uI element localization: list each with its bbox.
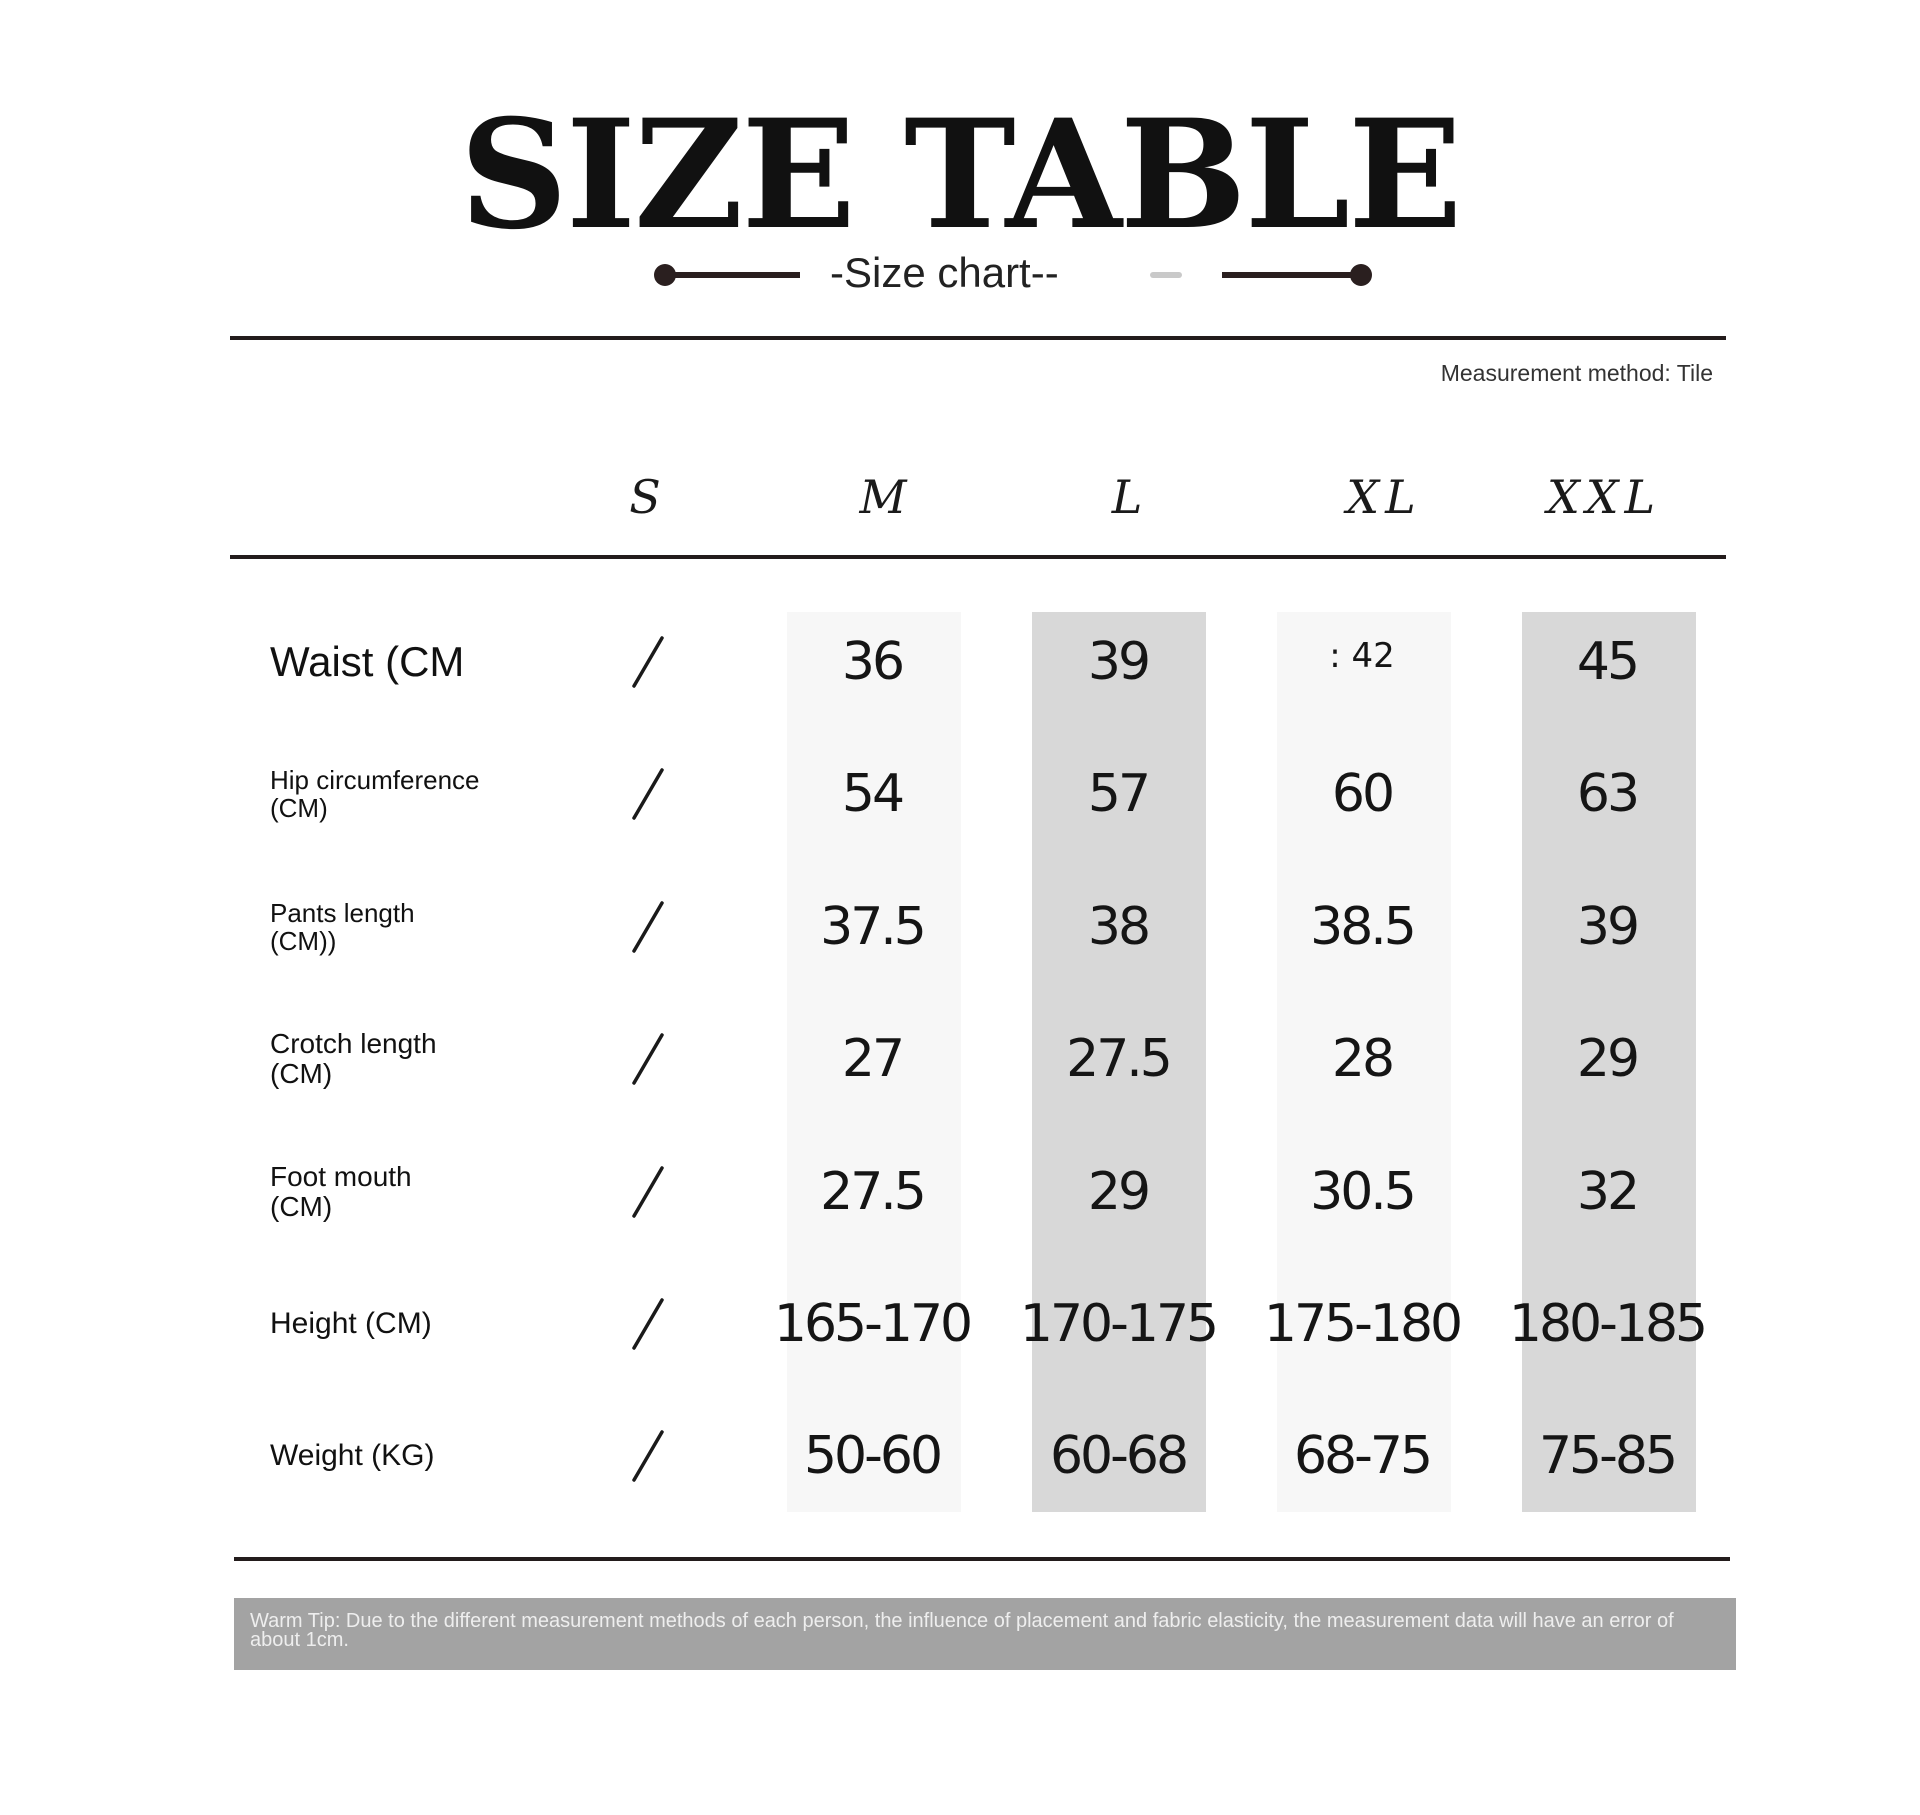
table-cell: 38	[1087, 897, 1149, 957]
table-cell: 75-85	[1538, 1426, 1676, 1486]
slash-icon	[628, 767, 668, 821]
row-label: Hip circumference (CM)	[270, 765, 480, 823]
table-cell: 170-175	[1019, 1294, 1217, 1354]
slash-icon	[628, 1165, 668, 1219]
table-cell: 27.5	[1066, 1029, 1170, 1089]
table-cell: 54	[841, 764, 903, 824]
table-cell: 45	[1576, 632, 1638, 692]
page-title: SIZE TABLE	[459, 87, 1461, 263]
warm-tip-box	[234, 1598, 1736, 1670]
table-cell: 175-180	[1263, 1294, 1461, 1354]
size-header-s: S	[629, 470, 667, 524]
faint-dash-ornament	[1150, 272, 1182, 278]
table-cell: 68-75	[1293, 1426, 1431, 1486]
size-header-m: M	[859, 470, 913, 524]
table-cell: 57	[1087, 764, 1149, 824]
slash-icon	[628, 900, 668, 954]
slash-icon	[628, 1429, 668, 1483]
row-label: Foot mouth (CM)	[270, 1161, 412, 1222]
table-cell: 165-170	[773, 1294, 971, 1354]
measurement-method: Measurement method: Tile	[1440, 360, 1713, 386]
right-dot-ornament	[1350, 264, 1372, 286]
table-cell: 29	[1087, 1162, 1149, 1222]
table-cell: 39	[1576, 897, 1638, 957]
table-cell: 38.5	[1310, 897, 1414, 957]
bottom-divider	[234, 1557, 1730, 1561]
table-cell: 63	[1576, 764, 1638, 824]
table-cell: 39	[1087, 632, 1149, 692]
top-divider	[230, 336, 1726, 340]
row-label: Height (CM)	[270, 1307, 432, 1340]
row-label: Crotch length (CM)	[270, 1028, 437, 1089]
row-label: Weight (KG)	[270, 1439, 435, 1472]
header-divider	[230, 555, 1726, 559]
table-cell: 30.5	[1310, 1162, 1414, 1222]
table-cell: 29	[1576, 1029, 1638, 1089]
table-cell: 180-185	[1508, 1294, 1706, 1354]
table-cell: 28	[1331, 1029, 1393, 1089]
right-line-ornament	[1222, 272, 1362, 278]
size-header-xxl: XXL	[1546, 470, 1662, 524]
table-cell: : 42	[1329, 636, 1395, 676]
size-header-xl: XL	[1346, 470, 1422, 524]
warm-tip-text: Warm Tip: Due to the different measurement methods of each person, the influence of placement and fabric elasticity, the measurement data will have an error of about 1cm.	[250, 1610, 1674, 1651]
table-cell: 27.5	[820, 1162, 924, 1222]
slash-icon	[628, 1032, 668, 1086]
table-cell: 27	[841, 1029, 903, 1089]
row-label: Pants length (CM))	[270, 898, 415, 956]
table-cell: 50-60	[803, 1426, 941, 1486]
table-cell: 60-68	[1049, 1426, 1187, 1486]
subtitle: -Size chart--	[830, 249, 1059, 296]
table-cell: 60	[1331, 764, 1393, 824]
left-line-ornament	[666, 272, 800, 278]
table-cell: 36	[841, 632, 903, 692]
slash-icon	[628, 635, 668, 689]
subtitle-row	[0, 242, 1920, 302]
slash-icon	[628, 1297, 668, 1351]
table-cell: 37.5	[820, 897, 924, 957]
row-label: Waist (CM	[270, 638, 465, 685]
table-cell: 32	[1576, 1162, 1638, 1222]
size-header-l: L	[1111, 470, 1149, 524]
